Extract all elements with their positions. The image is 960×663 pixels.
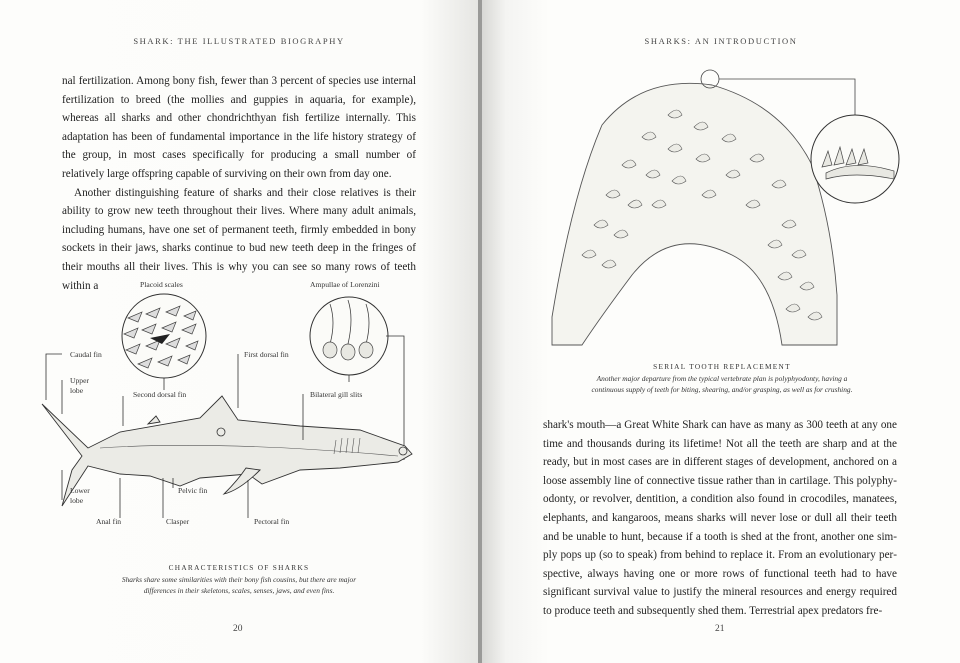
label-lower-lobe-2: lobe [70,496,84,505]
left-running-head: SHARK: THE ILLUSTRATED BIOGRAPHY [133,36,345,46]
shark-illustration [42,396,412,506]
right-caption-line-1: Another major departure from the typical vertebrate plan is polyphyodonty, having a [596,374,848,383]
label-caudal-fin: Caudal fin [70,350,102,359]
left-paragraph-2: Another distinguishing feature of sharks and their close relatives is their ability to grow new teeth throughout their lives. Where many adult animals, including humans, have one set of permanent teeth, firmly embedded in bony sockets in their jaws, sharks continue to bud new teeth deep in the fringes of their mouths all their lives. This is why you can see so many rows of teeth within a [62,186,416,292]
label-upper-lobe-2: lobe [70,386,84,395]
right-page-number: 21 [715,624,725,634]
left-page-number: 20 [233,624,243,634]
label-gill-slits: Bilateral gill slits [310,390,363,399]
tooth-detail-inset [811,115,899,203]
right-paragraph: shark's mouth—a Great White Shark can have as many as 300 teeth at any one time and thousands during its lifetime! Not all the teeth are sharp and at the ready, but in most cases are in different stages of development, anchored on a loose assembly line of connective tissue rather than in cartilage. This polyphyodonty, or revolver, dentition, a condition also found in crocodiles, manatees, elephants, and kangaroos, means sharks will never lose or dull all their teeth and be unable to hunt, because if a tooth is shed at the front, another one simply pops up (so to speak) from behind to replace it. From an evolutionary perspective, always having one or more rows of functional teeth had to have significant survival value to justify the mineral resources and energy required to produce teeth and subsequently shed them. Terrestrial apex predators fre- [543,419,897,617]
label-pelvic-fin: Pelvic fin [178,486,208,495]
right-caption-title: SERIAL TOOTH REPLACEMENT [653,362,791,371]
left-body-text [62,72,416,295]
right-caption-line-2: continuous supply of teeth for biting, shearing, and/or grasping, as well as for crushing. [591,385,853,394]
right-running-head: SHARKS: AN INTRODUCTION [644,36,798,46]
left-caption-line-2: differences in their skeletons, scales, senses, jaws, and even fins. [143,586,335,595]
tooth-replacement-figure [482,55,960,355]
label-placoid-scales: Placoid scales [140,280,183,289]
label-anal-fin: Anal fin [96,517,122,526]
label-pectoral-fin: Pectoral fin [254,517,290,526]
shark-anatomy-figure [0,270,478,560]
label-clasper: Clasper [166,517,190,526]
label-second-dorsal-fin: Second dorsal fin [133,390,187,399]
left-page [0,0,478,663]
left-paragraph-1: nal fertilization. Among bony fish, fewer than 3 percent of species use internal fertilization to breed (the mollies and guppies in aquaria, for example), whereas all sharks and other chondrichthyan fish fertilize internally. This adaptation has been of fundamental importance in the life history strategy of the group, in most cases specifically for producing a small number of relatively large offspring capable of surviving on their own from day one. [62,75,416,180]
label-upper-lobe: Upper [70,376,89,385]
label-lower-lobe: Lower [70,486,90,495]
label-ampullae: Ampullae of Lorenzini [310,280,380,289]
right-page [482,0,960,663]
label-first-dorsal-fin: First dorsal fin [244,350,289,359]
left-caption-line-1: Sharks share some similarities with their bony fish cousins, but there are major [121,575,357,584]
left-caption-title: CHARACTERISTICS OF SHARKS [168,563,310,572]
right-body-text [543,416,897,621]
placoid-scales-inset [122,294,206,390]
